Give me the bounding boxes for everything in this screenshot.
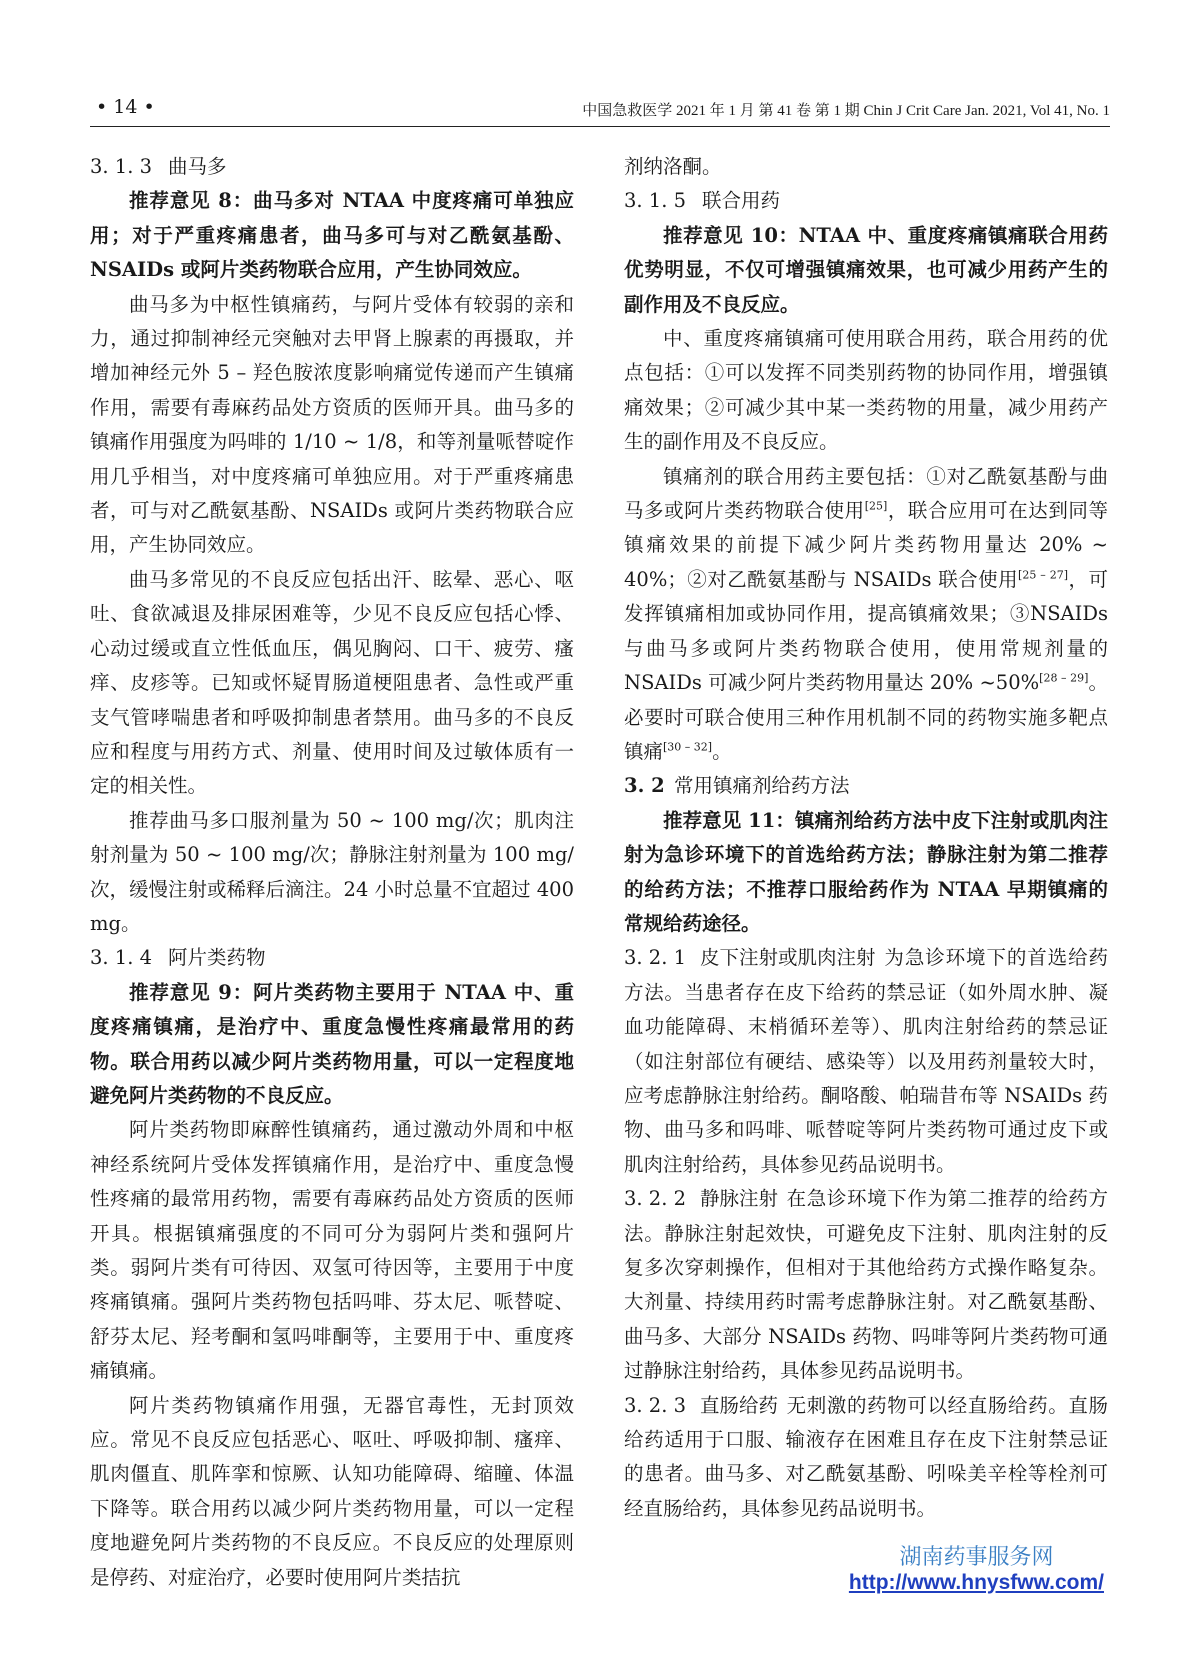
section-number: 3. 2	[624, 774, 665, 798]
body-paragraph: 曲马多常见的不良反应包括出汗、眩晕、恶心、呕吐、食欲减退及排尿困难等，少见不良反应包括心悸、心动过缓或直立性低血压，偶见胸闷、口干、疲劳、瘙痒、皮疹等。已知或怀疑胃肠道梗阻患者、急性或严重支气管哮喘患者和呼吸抑制患者禁用。曲马多的不良反应和程度与用药方式、剂量、使用时间及过敏体质有一定的相关性。	[90, 567, 574, 798]
citation: [25]	[864, 499, 888, 513]
section-3-1-4-heading	[90, 941, 574, 975]
section-number: 3. 1. 3	[90, 155, 153, 178]
website-watermark	[849, 1540, 1104, 1595]
watermark-url-link[interactable]: http://www.hnysfww.com/	[848, 1571, 1104, 1594]
section-body: 在急诊环境下作为第二推荐的给药方法。静脉注射起效快，可避免皮下注射、肌肉注射的反复多次穿刺操作，但相对于其他给药方式操作略复杂。大剂量、持续用药时需考虑静脉注射。对乙酰氨基酚、曲马多、大部分 NSAIDs 药物、吗啡等阿片类药物可通过静脉注射给药，具体参见药品说明书。	[624, 1187, 1108, 1383]
section-3-1-5-heading	[624, 184, 1108, 218]
section-title: 常用镇痛剂给药方法	[674, 774, 850, 798]
text-run: 。	[712, 739, 732, 763]
continued-text: 剂纳洛酮。	[624, 155, 722, 178]
body-paragraph: 曲马多为中枢性镇痛药，与阿片受体有较弱的亲和力，通过抑制神经元突触对去甲肾上腺素的再摄取，并增加神经元外 5 – 羟色胺浓度影响痛觉传递而产生镇痛作用，需要有毒麻药品处方资质的医师开具。曲马多的镇痛作用强度为吗啡的 1/10 ~ 1/8，和等剂量哌替啶作用几乎相当，对中度疼痛可单独应用。对于严重疼痛患者，可与对乙酰氨基酚、NSAIDs 或阿片类药物联合应用，产生协同效应。	[90, 292, 574, 557]
text-run: ，联合应用可在达到同等镇痛效果的前提下减少阿片类药物用量达 20% ~ 40%；②对乙酰氨基酚与 NSAIDs 联合使用	[624, 499, 1108, 591]
text-run: ，可发挥镇痛相加或协同作用，提高镇痛效果；③NSAIDs 与曲马多或阿片类药物联合使用，使用常规剂量的 NSAIDs 可减少阿片类药物用量达 20% ~50%	[624, 567, 1108, 695]
section-number: 3. 2. 3	[624, 1393, 687, 1417]
body-paragraph: 阿片类药物镇痛作用强，无器官毒性，无封顶效应。常见不良反应包括恶心、呕吐、呼吸抑制、瘙痒、肌肉僵直、肌阵挛和惊厥、认知功能障碍、缩瞳、体温下降等。联合用药以减少阿片类药物用量，可以一定程度地避免阿片类药物的不良反应。不良反应的处理原则是停药、对症治疗，必要时使用阿片类拮抗	[90, 1393, 574, 1589]
journal-citation: 中国急救医学 2021 年 1 月 第 41 卷 第 1 期 Chin J Crit Care Jan. 2021, Vol 41, No. 1	[582, 103, 1110, 119]
section-title: 联合用药	[702, 189, 781, 213]
section-title: 皮下注射或肌肉注射	[700, 946, 876, 970]
text-run: 。必要时可联合使用三种作用机制不同的药物实施多靶点镇痛	[624, 671, 1108, 763]
section-title: 阿片类药物	[168, 946, 266, 970]
section-title: 直肠给药	[700, 1393, 779, 1417]
section-body: 为急诊环境下的首选给药方法。当患者存在皮下给药的禁忌证（如外周水肿、凝血功能障碍、末梢循环差等）、肌肉注射给药的禁忌证（如注射部位有硬结、感染等）以及用药剂量较大时，应考虑静脉注射给药。酮咯酸、帕瑞昔布等 NSAIDs 药物、曲马多和吗啡、哌替啶等阿片类药物可通过皮下或肌肉注射给药，具体参见药品说明书。	[624, 946, 1108, 1176]
recommendation-8: 推荐意见 8：曲马多对 NTAA 中度疼痛可单独应用；对于严重疼痛患者，曲马多可与对乙酰氨基酚、NSAIDs 或阿片类药物联合应用，产生协同效应。	[90, 189, 574, 282]
section-title: 静脉注射	[700, 1187, 779, 1211]
recommendation-9: 推荐意见 9：阿片类药物主要用于 NTAA 中、重度疼痛镇痛，是治疗中、重度急慢性疼痛最常用的药物。联合用药以减少阿片类药物用量，可以一定程度地避免阿片类药物的不良反应。	[90, 980, 574, 1107]
citation: [25 – 27]	[1018, 568, 1069, 582]
watermark-site-name: 湖南药事服务网	[899, 1545, 1054, 1570]
recommendation-10: 推荐意见 10：NTAA 中、重度疼痛镇痛联合用药优势明显，不仅可增强镇痛效果，也可减少用药产生的副作用及不良反应。	[624, 223, 1108, 316]
section-title: 曲马多	[168, 155, 227, 178]
section-body: 无刺激的药物可以经直肠给药。直肠给药适用于口服、输液存在困难且存在皮下注射禁忌证的患者。曲马多、对乙酰氨基酚、吲哚美辛栓等栓剂可经直肠给药，具体参见药品说明书。	[624, 1393, 1108, 1520]
left-column	[90, 150, 574, 1595]
citation: [28 – 29]	[1039, 671, 1089, 685]
running-header	[90, 96, 1110, 127]
body-paragraph: 推荐曲马多口服剂量为 50 ~ 100 mg/次；肌肉注射剂量为 50 ~ 100 mg/次；静脉注射剂量为 100 mg/次，缓慢注射或稀释后滴注。24 小时总量不宜超过 400 mg。	[90, 808, 574, 935]
section-number: 3. 2. 1	[624, 946, 687, 970]
section-3-1-3-heading	[90, 150, 574, 184]
page-number: • 14 •	[96, 96, 155, 118]
section-3-2-2	[624, 1182, 1108, 1388]
section-number: 3. 2. 2	[624, 1187, 687, 1211]
section-number: 3. 1. 4	[90, 946, 153, 970]
body-paragraph: 阿片类药物即麻醉性镇痛药，通过激动外周和中枢神经系统阿片受体发挥镇痛作用，是治疗中、重度急慢性疼痛的最常用药物，需要有毒麻药品处方资质的医师开具。根据镇痛强度的不同可分为弱阿片类和强阿片类。弱阿片类有可待因、双氢可待因等，主要用于中度疼痛镇痛。强阿片类药物包括吗啡、芬太尼、哌替啶、舒芬太尼、羟考酮和氢吗啡酮等，主要用于中、重度疼痛镇痛。	[90, 1118, 574, 1383]
body-paragraph-with-citations	[624, 460, 1108, 770]
recommendation-11: 推荐意见 11：镇痛剂给药方法中皮下注射或肌肉注射为急诊环境下的首选给药方法；静脉注射为第二推荐的给药方法；不推荐口服给药作为 NTAA 早期镇痛的常规给药途径。	[624, 808, 1108, 935]
right-column	[624, 150, 1108, 1526]
section-3-2-3	[624, 1389, 1108, 1527]
citation: [30 – 32]	[663, 740, 713, 754]
section-number: 3. 1. 5	[624, 189, 687, 213]
body-paragraph: 中、重度疼痛镇痛可使用联合用药，联合用药的优点包括：①可以发挥不同类别药物的协同作用，增强镇痛效果；②可减少其中某一类药物的用量，减少用药产生的副作用及不良反应。	[624, 327, 1108, 454]
text-run: 镇痛剂的联合用药主要包括：①对乙酰氨基酚与曲马多或阿片类药物联合使用	[624, 464, 1108, 523]
section-3-2-heading	[624, 769, 1108, 803]
section-3-2-1	[624, 941, 1108, 1182]
